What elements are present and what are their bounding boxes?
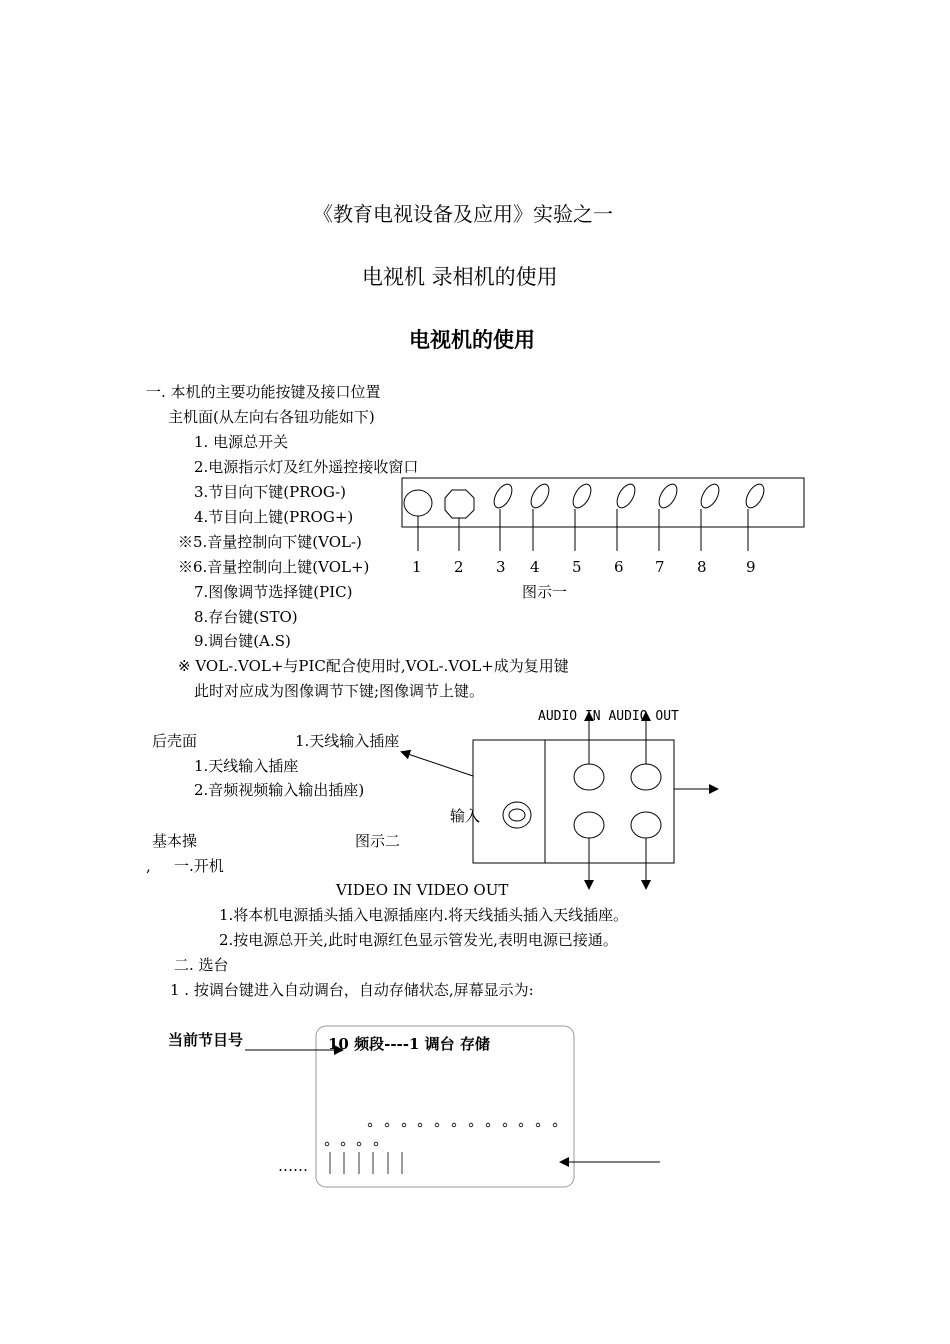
power-on-heading: 一.开机 bbox=[174, 857, 224, 875]
figure2-caption: 图示二 bbox=[355, 832, 401, 850]
figure1-caption: 图示一 bbox=[522, 583, 568, 601]
video-out-jack bbox=[631, 812, 661, 838]
figure1-number: 7 bbox=[655, 558, 665, 576]
screen-outline bbox=[316, 1026, 574, 1187]
figure1-number: 2 bbox=[454, 558, 464, 576]
course-title: 《教育电视设备及应用》实验之一 bbox=[313, 202, 613, 226]
audio-out-jack bbox=[631, 764, 661, 790]
document-subtitle: 电视机 录相机的使用 bbox=[362, 265, 558, 289]
list-item: ※5.音量控制向下键(VOL-) bbox=[178, 533, 362, 551]
list-item: 7.图像调节选择键(PIC) bbox=[194, 583, 353, 601]
current-program-label: 当前节目号 bbox=[168, 1031, 244, 1049]
list-item: 4.节目向上键(PROG+) bbox=[194, 508, 354, 526]
section-title: 电视机的使用 bbox=[409, 328, 535, 352]
back-panel-outline bbox=[473, 740, 674, 863]
signal-bars bbox=[330, 1152, 402, 1174]
list-item: 1.天线输入插座 bbox=[194, 757, 299, 775]
front-panel-outline bbox=[402, 478, 804, 527]
antenna-socket-inner bbox=[509, 809, 525, 821]
list-item: 2.音频视频输入输出插座) bbox=[194, 781, 365, 799]
basic-ops-label: 基本操 bbox=[152, 832, 198, 850]
input-partial-label: 输入 bbox=[450, 807, 481, 825]
section2-heading: 二. 选台 bbox=[174, 956, 229, 974]
figure1-number: 8 bbox=[697, 558, 707, 576]
power-step: 1.将本机电源插头插入电源插座内.将天线插头插入天线插座。 bbox=[219, 906, 629, 924]
list-item: 3.节目向下键(PROG-) bbox=[194, 483, 347, 501]
back-panel-label: 后壳面 bbox=[152, 732, 198, 750]
list-item: ※6.音量控制向上键(VOL+) bbox=[178, 558, 370, 576]
comma-mark: , bbox=[146, 857, 151, 875]
figure1-number: 9 bbox=[746, 558, 756, 576]
note-line: ※ VOL-.VOL+与PIC配合使用时,VOL-.VOL+成为复用键 bbox=[178, 657, 569, 675]
antenna-callout: 1.天线输入插座 bbox=[295, 732, 400, 750]
audio-labels: AUDIO IN AUDIO OUT bbox=[538, 709, 679, 724]
tuning-dots bbox=[325, 1123, 557, 1146]
note-line: 此时对应成为图像调节下键;图像调节上键。 bbox=[194, 682, 485, 700]
figure1-number: 4 bbox=[530, 558, 540, 576]
button-shapes bbox=[490, 481, 767, 511]
list-item: 1. 电源总开关 bbox=[194, 433, 289, 451]
figure1-number: 5 bbox=[572, 558, 582, 576]
video-labels: VIDEO IN VIDEO OUT bbox=[336, 881, 509, 899]
screen-display-text: 10 频段----1 调台 存储 bbox=[328, 1035, 490, 1053]
screen-ellipsis: …… bbox=[278, 1157, 308, 1175]
section1-heading: 一. 本机的主要功能按键及接口位置 bbox=[146, 383, 381, 401]
indicator-window-shape bbox=[445, 490, 474, 518]
screen-diagram bbox=[245, 1026, 660, 1187]
figure1-number: 6 bbox=[614, 558, 624, 576]
list-item: 9.调台键(A.S) bbox=[194, 632, 291, 650]
power-switch-shape bbox=[404, 490, 432, 516]
list-item: 8.存台键(STO) bbox=[194, 608, 298, 626]
audio-in-jack bbox=[574, 764, 604, 790]
leader-lines bbox=[418, 509, 748, 551]
figure1-number: 3 bbox=[496, 558, 506, 576]
figure1-number: 1 bbox=[412, 558, 422, 576]
antenna-socket-outer bbox=[503, 802, 531, 828]
antenna-callout-arrow bbox=[402, 752, 473, 776]
back-panel-diagram bbox=[402, 713, 717, 888]
front-panel-label: 主机面(从左向右各钮功能如下) bbox=[168, 408, 375, 426]
front-panel-diagram bbox=[402, 478, 804, 551]
power-step: 2.按电源总开关,此时电源红色显示管发光,表明电源已接通。 bbox=[219, 931, 618, 949]
section2-step1: 1 . 按调台键进入自动调台，自动存储状态,屏幕显示为: bbox=[170, 981, 534, 999]
list-item: 2.电源指示灯及红外遥控接收窗口 bbox=[194, 458, 419, 476]
video-in-jack bbox=[574, 812, 604, 838]
